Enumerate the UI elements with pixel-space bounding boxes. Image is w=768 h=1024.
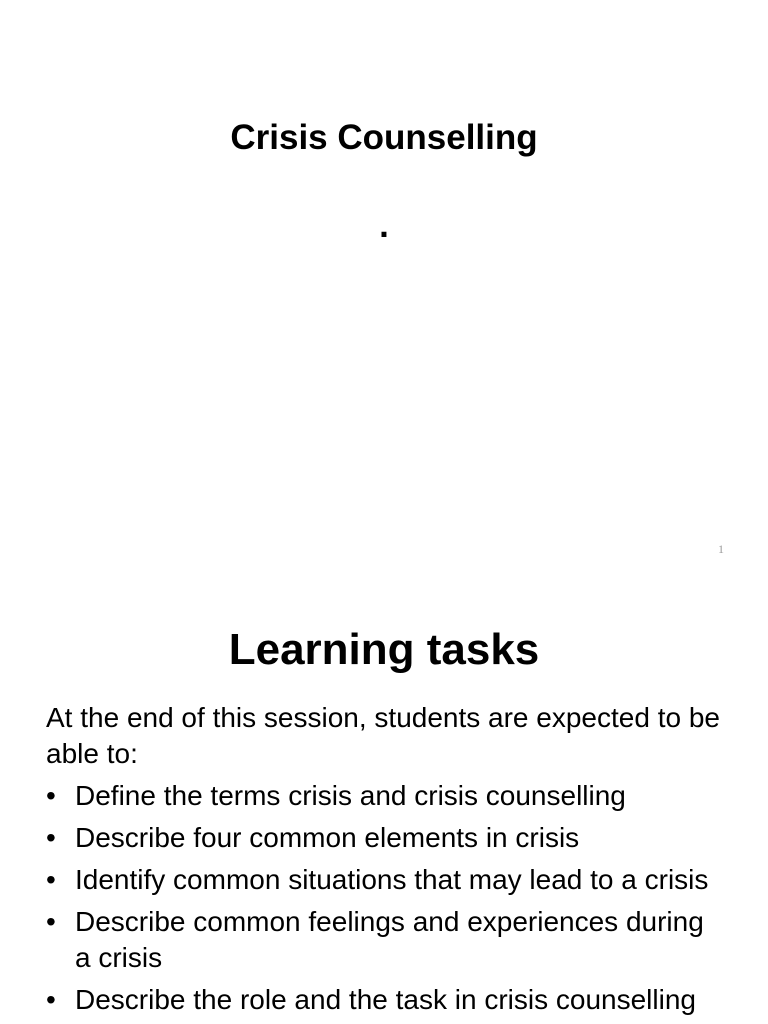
slide-number: 1 — [718, 542, 724, 556]
bullet-icon: • — [46, 906, 56, 937]
list-item-text: Identify common situations that may lead to a crisis — [75, 864, 709, 895]
list-item — [46, 778, 726, 814]
slide-2 — [0, 576, 768, 1024]
bullet-icon: • — [46, 822, 56, 853]
list-item — [46, 982, 726, 1018]
intro-text: At the end of this session, students are expected to be able to: — [46, 702, 720, 769]
slide-title: Learning tasks — [228, 625, 540, 674]
list-item — [46, 862, 726, 898]
bullet-icon: • — [46, 780, 56, 811]
list-item — [46, 904, 726, 976]
list-item-text: Describe common feelings and experiences during a crisis — [75, 906, 704, 973]
learning-tasks-list — [46, 778, 726, 1018]
bullet-icon: • — [46, 984, 56, 1015]
list-item — [46, 820, 726, 856]
slide-subtitle: . — [379, 206, 389, 245]
list-item-text: Describe four common elements in crisis — [75, 822, 580, 853]
list-item-text: Define the terms crisis and crisis counselling — [75, 780, 626, 811]
bullet-icon: • — [46, 864, 56, 895]
slide-title: Crisis Counselling — [230, 118, 538, 157]
list-item-text: Describe the role and the task in crisis counselling — [75, 984, 696, 1015]
slide-body — [46, 700, 726, 1024]
